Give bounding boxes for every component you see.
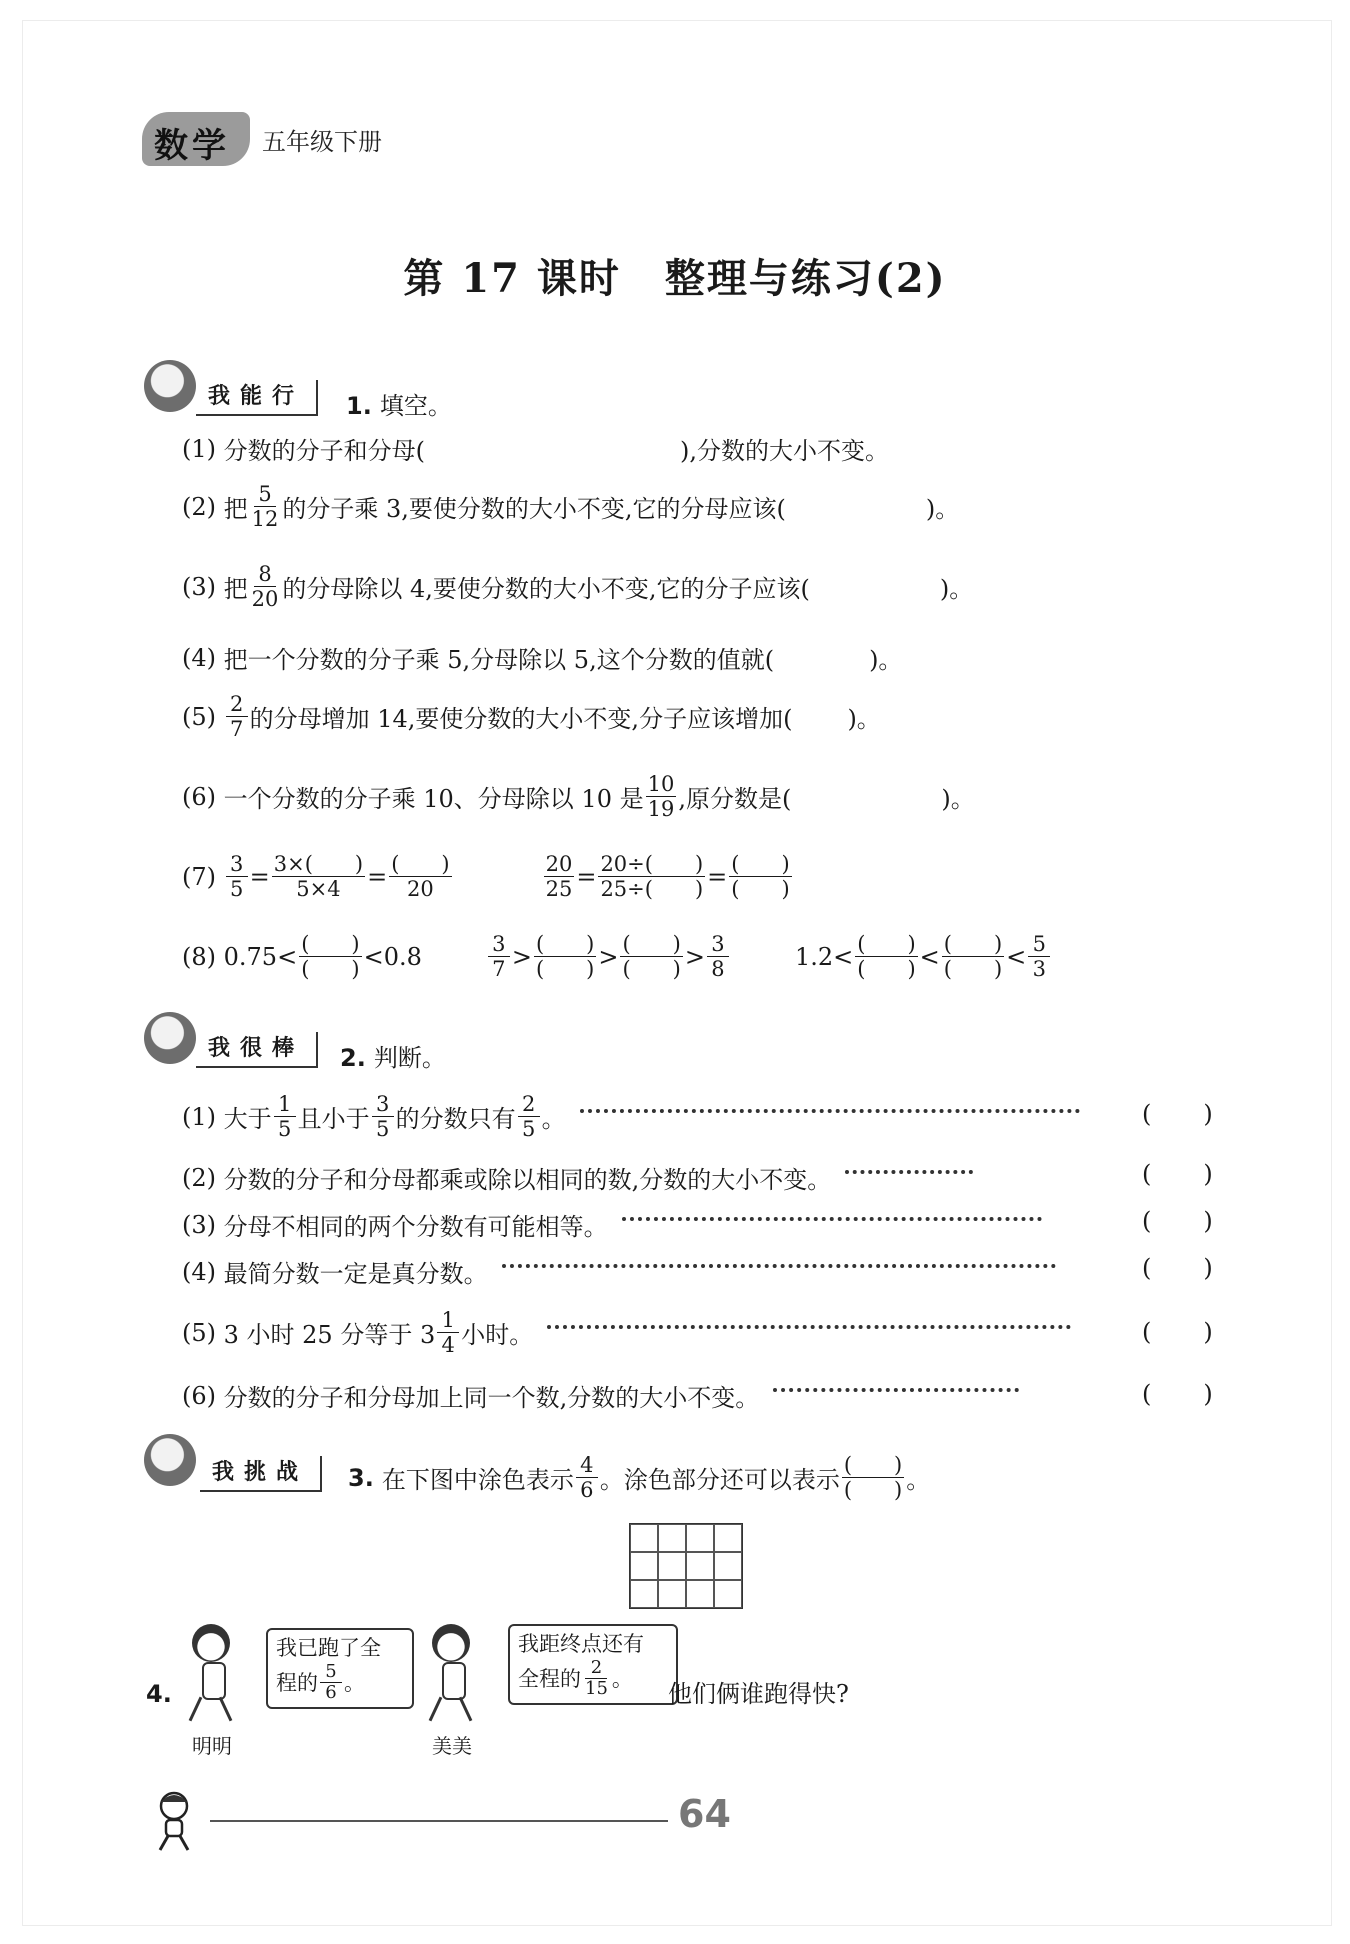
- question-2-heading: 2. 判断。: [340, 1044, 446, 1072]
- q1-2: (2) 把 $\frac{5}{12}$ 的分子乘 3,要使分数的大小不变,它的分母应该( )。: [182, 482, 960, 531]
- subject-label: 数学: [154, 126, 230, 166]
- mascot-icon: [144, 1434, 196, 1486]
- page-number: 64: [678, 1792, 731, 1836]
- meimei-name: 美美: [432, 1734, 472, 1758]
- section-label: 我很棒: [196, 1032, 318, 1068]
- judge-item: (2) 分数的分子和分母都乘或除以相同的数,分数的大小不变。: [182, 1160, 987, 1195]
- lesson-number: 第 17 课时: [403, 255, 621, 302]
- question-4-text: 他们俩谁跑得快?: [668, 1680, 849, 1708]
- footer-mascot-icon: [150, 1790, 200, 1854]
- page-title: [0, 247, 1350, 304]
- shading-grid[interactable]: [629, 1523, 743, 1609]
- question-1-heading: 1. 填空。: [346, 392, 452, 420]
- answer-blank[interactable]: ( ): [1142, 1318, 1213, 1346]
- mascot-icon: [144, 1012, 196, 1064]
- q1-8: (8) 0.75< $\frac{( )}{( )}$ <0.8 $\frac{3}{7}$ > $\frac{( )}{( )}$ > $\frac{( )}{( )}$ > $\frac{3}{8}$ 1.2< $\frac{( )}{( )}$ < $\frac{( )}{( )}$ < $\frac{5}{3}$: [182, 932, 1052, 981]
- judge-item: (4) 最简分数一定是真分数。: [182, 1254, 1070, 1289]
- mingming-speech-bubble: 我已跑了全 程的 $\frac{5}{6}$ 。: [266, 1628, 414, 1709]
- q1-6: (6) 一个分数的分子乘 10、分母除以 10 是 $\frac{10}{19}$ ,原分数是( )。: [182, 772, 975, 821]
- judge-item: (1) 大于 $\frac{1}{5}$ 且小于 $\frac{3}{5}$ 的分数只有 $\frac{2}{5}$ 。: [182, 1092, 1094, 1141]
- question-3: 3. 在下图中涂色表示 $\frac{4}{6}$ 。涂色部分还可以表示 $\frac{( )}{( )}$ 。: [348, 1453, 931, 1502]
- q1-3: (3) 把 $\frac{8}{20}$ 的分母除以 4,要使分数的大小不变,它的分子应该( )。: [182, 562, 974, 611]
- answer-blank[interactable]: ( ): [1142, 1100, 1213, 1128]
- fraction: $\frac{5}{12}$: [251, 482, 279, 531]
- q1-4: (4) 把一个分数的分子乘 5,分母除以 5,这个分数的值就( )。: [182, 643, 903, 674]
- answer-blank[interactable]: ( ): [1142, 1207, 1213, 1235]
- judge-item: (3) 分母不相同的两个分数有可能相等。: [182, 1207, 1056, 1242]
- footer-rule: [210, 1820, 668, 1822]
- meimei-speech-bubble: 我距终点还有 全程的 $\frac{2}{15}$ 。: [508, 1624, 678, 1705]
- grade-label: 五年级下册: [262, 128, 382, 156]
- q1-5: (5) $\frac{2}{7}$ 的分母增加 14,要使分数的大小不变,分子应该增加( )。: [182, 692, 881, 741]
- question-4-number: 4.: [146, 1680, 172, 1708]
- mascot-icon: [144, 360, 196, 412]
- mingming-figure: [180, 1624, 242, 1724]
- meimei-figure: [420, 1624, 482, 1724]
- q1-1: (1) 分数的分子和分母( ),分数的大小不变。: [182, 434, 890, 465]
- answer-blank[interactable]: ( ): [1142, 1380, 1213, 1408]
- fraction: $\frac{8}{20}$: [251, 562, 279, 611]
- lesson-topic: 整理与练习(2): [664, 255, 947, 302]
- subject-badge: [142, 112, 250, 166]
- q1-7: (7) $\frac{3}{5}$ = $\frac{3\times( )}{5\times 4}$ = $\frac{( )}{20}$ $\frac{20}{25}$ = $\frac{20\div( )}{25\div( )}$ = $\frac{( )}{( )}$: [182, 852, 790, 901]
- judge-item: (5) 3 小时 25 分等于 3 $\frac{1}{4}$ 小时。: [182, 1308, 1085, 1357]
- answer-blank[interactable]: ( ): [1142, 1254, 1213, 1282]
- section-label: 我能行: [196, 380, 318, 416]
- answer-blank[interactable]: ( ): [1142, 1160, 1213, 1188]
- fraction: $\frac{2}{7}$: [226, 692, 248, 741]
- section-label: 我挑战: [200, 1456, 322, 1492]
- judge-item: (6) 分数的分子和分母加上同一个数,分数的大小不变。: [182, 1378, 1033, 1413]
- mingming-name: 明明: [192, 1734, 232, 1758]
- fraction: $\frac{10}{19}$: [647, 772, 675, 821]
